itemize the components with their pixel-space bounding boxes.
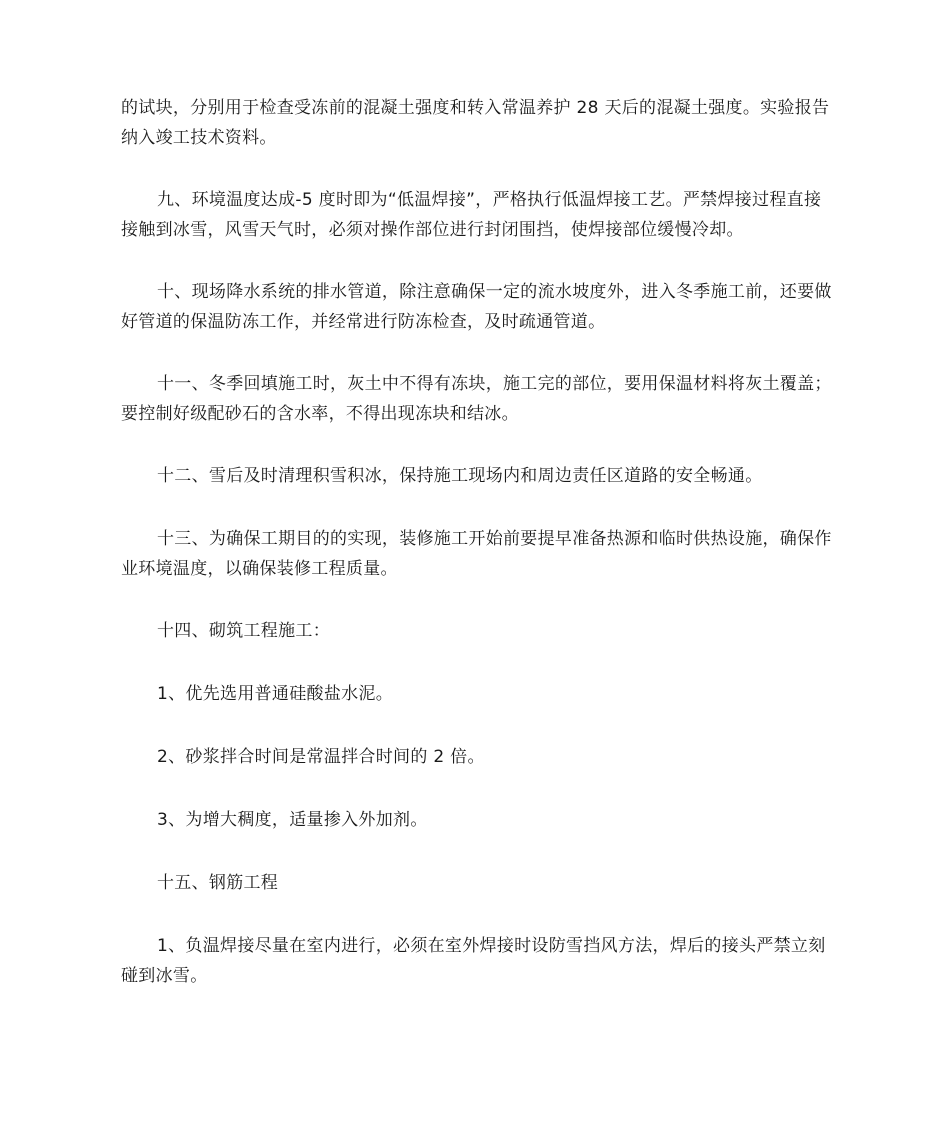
paragraph-snow-clearing: 十二、雪后及时清理积雪积冰，保持施工现场内和周边责任区道路的安全畅通。 bbox=[157, 466, 763, 486]
paragraph-test-blocks: 的试块，分别用于检查受冻前的混凝土强度和转入常温养护 28 天后的混凝土强度。实验报告纳入竣工技术资料。 bbox=[121, 98, 830, 148]
list-item-negative-temp-welding: 1、负温焊接尽量在室内进行，必须在室外焊接时设防雪挡风方法，焊后的接头严禁立刻碰到冰雪。 bbox=[121, 936, 826, 986]
list-item-admixture: 3、为增大稠度，适量掺入外加剂。 bbox=[157, 810, 428, 830]
list-item-cement: 1、优先选用普通硅酸盐水泥。 bbox=[157, 684, 394, 704]
paragraph-winter-backfill: 十一、冬季回填施工时，灰土中不得有冻块，施工完的部位，要用保温材料将灰土覆盖；要控制好级配砂石的含水率，不得出现冻块和结冰。 bbox=[121, 374, 832, 424]
paragraph-low-temp-welding: 九、环境温度达成-5 度时即为“低温焊接”，严格执行低温焊接工艺。严禁焊接过程直接接触到冰雪，风雪天气时，必须对操作部位进行封闭围挡，使焊接部位缓慢冷却。 bbox=[121, 190, 822, 240]
list-item-mortar-mixing: 2、砂浆拌合时间是常温拌合时间的 2 倍。 bbox=[157, 747, 485, 767]
paragraph-decoration-heating: 十三、为确保工期目的的实现，装修施工开始前要提早准备热源和临时供热设施，确保作业环境温度，以确保装修工程质量。 bbox=[121, 529, 832, 579]
document-body bbox=[121, 93, 833, 1023]
paragraph-drainage-pipes: 十、现场降水系统的排水管道，除注意确保一定的流水坡度外，进入冬季施工前，还要做好管道的保温防冻工作，并经常进行防冻检查，及时疏通管道。 bbox=[121, 282, 832, 332]
section-heading-rebar: 十五、钢筋工程 bbox=[157, 873, 279, 893]
section-heading-masonry: 十四、砌筑工程施工： bbox=[157, 621, 330, 641]
